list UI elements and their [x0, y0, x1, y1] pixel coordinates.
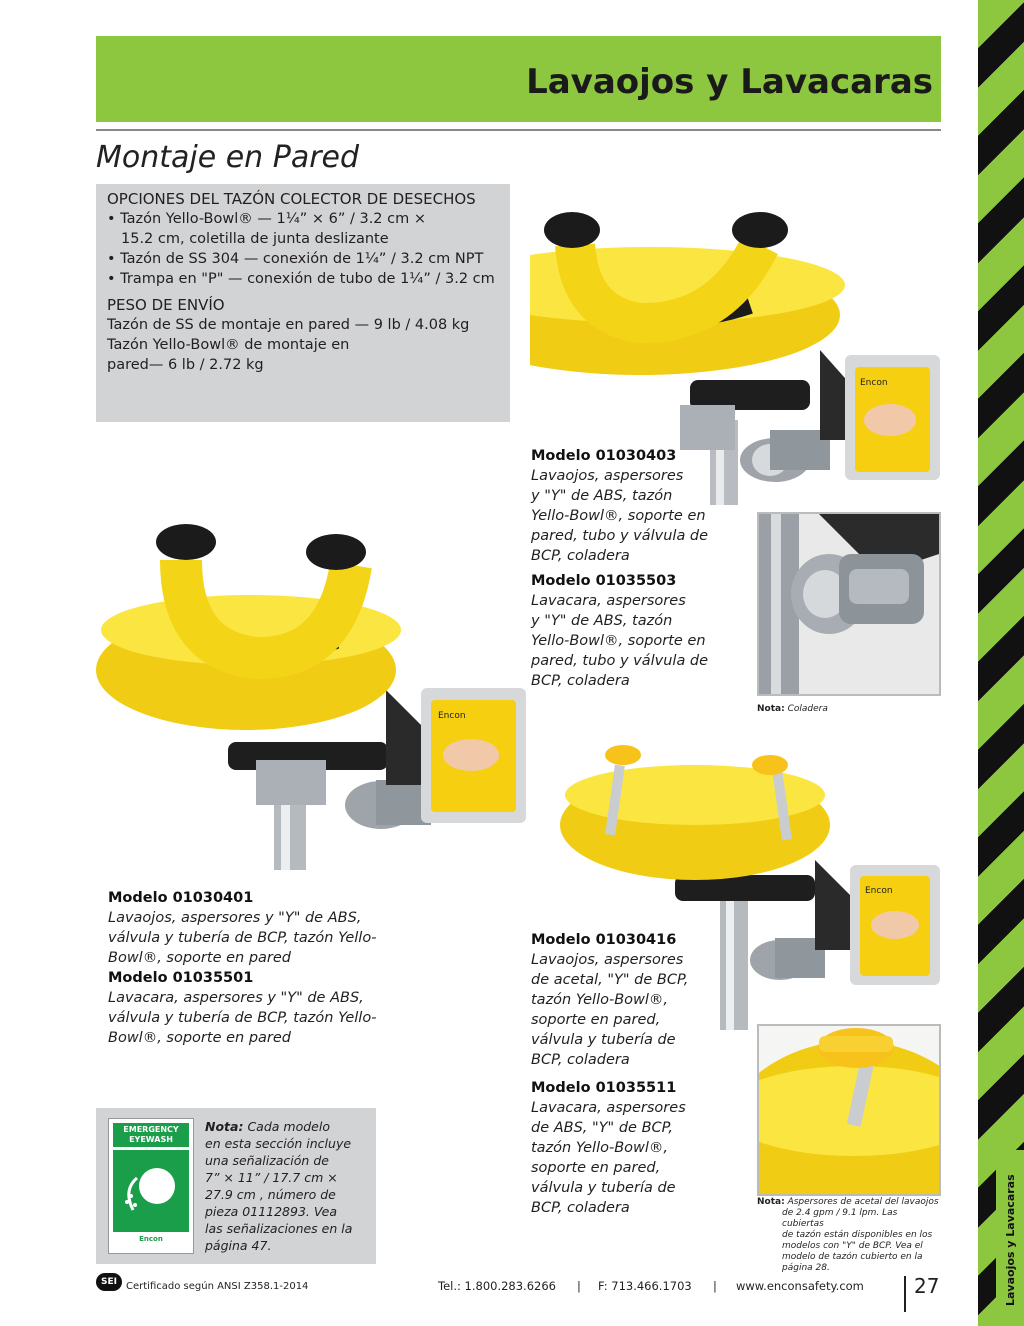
note-line: una señalización de	[205, 1153, 329, 1168]
svg-text:Encon: Encon	[860, 378, 888, 388]
page-title: Lavaojos y Lavacaras	[526, 62, 933, 102]
note-line: página 47.	[205, 1238, 272, 1253]
caption-acetal	[757, 1197, 942, 1274]
footer-tel: Tel.: 1.800.283.6266	[438, 1279, 556, 1293]
model-title: Modelo 01035501	[108, 970, 254, 986]
model-desc-line: Lavacara, aspersores	[531, 593, 686, 609]
model-desc-line: pared, tubo y válvula de	[531, 653, 709, 669]
detail-photo-coladera	[757, 512, 941, 696]
model-desc-line: válvula y tubería de BCP, tazón Yello-	[108, 1010, 377, 1026]
model-desc-line: Lavaojos, aspersores	[531, 468, 684, 484]
options-box	[96, 184, 510, 422]
model-desc-line: BCP, coladera	[531, 1052, 630, 1068]
caption-text: de tazón están disponibles en los	[782, 1230, 933, 1240]
caption-label: Nota:	[757, 704, 785, 714]
model-desc-line: tazón Yello-Bowl®,	[531, 992, 669, 1008]
svg-text:Encon: Encon	[865, 886, 893, 896]
model-desc-line: de acetal, "Y" de BCP,	[531, 972, 689, 988]
model-block-01030401	[108, 888, 398, 1048]
model-desc-line: soporte en pared,	[531, 1012, 661, 1028]
model-desc-line: Lavaojos, aspersores y "Y" de ABS,	[108, 910, 362, 926]
caption-label: Nota:	[757, 1197, 785, 1207]
sign-brand: Encon	[139, 1235, 163, 1243]
model-desc-line: BCP, coladera	[531, 673, 630, 689]
page-divider	[904, 1276, 906, 1312]
model-title: Modelo 01035511	[531, 1080, 677, 1096]
model-desc-line: Yello-Bowl®, soporte en	[531, 508, 706, 524]
sei-logo-icon: SEI	[96, 1273, 122, 1291]
sign-top-text: EMERGENCY	[123, 1125, 179, 1134]
model-title: Modelo 01030401	[108, 890, 254, 906]
header-rule	[96, 129, 941, 131]
product-image-01030401	[96, 520, 536, 880]
model-desc-line: Bowl®, soporte en pared	[108, 1030, 291, 1046]
note-line: 27.9 cm , número de	[205, 1187, 336, 1202]
footer-cert: Certificado según ANSI Z358.1-2014	[126, 1281, 309, 1292]
options-item: • Tazón Yello-Bowl® — 1¼” × 6” / 3.2 cm ×	[107, 211, 426, 227]
note-label: Nota:	[205, 1119, 244, 1134]
model-desc-line: válvula y tubería de	[531, 1032, 676, 1048]
note-line: Cada modelo	[243, 1119, 330, 1134]
weight-line: Tazón de SS de montaje en pared — 9 lb / 4.08 kg	[107, 317, 470, 333]
caption-text: Coladera	[787, 704, 828, 714]
options-heading: OPCIONES DEL TAZÓN COLECTOR DE DESECHOS	[107, 190, 476, 208]
footer-sep: |	[577, 1279, 581, 1293]
note-line: 7” × 11” / 17.7 cm ×	[205, 1170, 338, 1185]
caption-text: modelo de tazón cubierto en la	[782, 1252, 923, 1262]
model-desc-line: BCP, coladera	[531, 1200, 630, 1216]
model-title: Modelo 01035503	[531, 573, 677, 589]
model-desc-line: de ABS, "Y" de BCP,	[531, 1120, 673, 1136]
model-desc-line: soporte en pared,	[531, 1160, 661, 1176]
model-desc-line: Bowl®, soporte en pared	[108, 950, 291, 966]
caption-coladera	[757, 704, 828, 715]
sign-eyewash-icon	[113, 1150, 189, 1232]
model-title: Modelo 01030416	[531, 932, 677, 948]
note-line: en esta sección incluye	[205, 1136, 352, 1151]
model-desc-line: Yello-Bowl®, soporte en	[531, 633, 706, 649]
model-desc-line: Lavacara, aspersores	[531, 1100, 686, 1116]
weight-line: Tazón Yello-Bowl® de montaje en	[107, 337, 350, 353]
model-desc-line: pared, tubo y válvula de	[531, 528, 709, 544]
svg-text:Encon: Encon	[438, 711, 466, 721]
detail-photo-acetal	[757, 1024, 941, 1196]
side-tab-label: Lavaojos y Lavacaras	[1004, 1174, 1017, 1306]
model-block-01030403	[531, 446, 746, 691]
weight-heading: PESO DE ENVÍO	[107, 296, 225, 314]
note-line: las señalizaciones en la	[205, 1221, 353, 1236]
sign-bottom-text: EYEWASH	[129, 1135, 173, 1144]
model-desc-line: válvula y tubería de	[531, 1180, 676, 1196]
model-desc-line: tazón Yello-Bowl®,	[531, 1140, 669, 1156]
footer-fax: F: 713.466.1703	[598, 1279, 692, 1293]
options-item: • Trampa en "P" — conexión de tubo de 1¼” / 3.2 cm	[107, 271, 495, 287]
caption-text: modelos con "Y" de BCP. Vea el	[782, 1241, 923, 1251]
options-item: 15.2 cm, coletilla de junta deslizante	[121, 231, 389, 247]
model-desc-line: y "Y" de ABS, tazón	[531, 613, 673, 629]
model-desc-line: válvula y tubería de BCP, tazón Yello-	[108, 930, 377, 946]
eyewash-sign	[108, 1118, 194, 1254]
header-banner	[96, 36, 941, 122]
caption-text: Aspersores de acetal del lavaojos	[787, 1197, 939, 1207]
page-number: 27	[914, 1274, 940, 1298]
section-subtitle: Montaje en Pared	[96, 140, 360, 175]
model-block-01030416	[531, 930, 731, 1218]
weight-line: pared— 6 lb / 2.72 kg	[107, 357, 264, 373]
footer-web[interactable]: www.enconsafety.com	[736, 1279, 864, 1293]
caption-text: de 2.4 gpm / 9.1 lpm. Las cubiertas	[782, 1208, 898, 1229]
hazard-stripe	[978, 0, 1024, 1326]
model-desc-line: y "Y" de ABS, tazón	[531, 488, 673, 504]
footer-sep: |	[713, 1279, 717, 1293]
note-text	[205, 1118, 370, 1254]
model-desc-line: Lavaojos, aspersores	[531, 952, 684, 968]
model-desc-line: Lavacara, aspersores y "Y" de ABS,	[108, 990, 364, 1006]
note-line: pieza 01112893. Vea	[205, 1204, 338, 1219]
model-title: Modelo 01030403	[531, 448, 677, 464]
options-item: • Tazón de SS 304 — conexión de 1¼” / 3.2 cm NPT	[107, 251, 484, 267]
model-desc-line: BCP, coladera	[531, 548, 630, 564]
caption-text: página 28.	[782, 1263, 830, 1273]
